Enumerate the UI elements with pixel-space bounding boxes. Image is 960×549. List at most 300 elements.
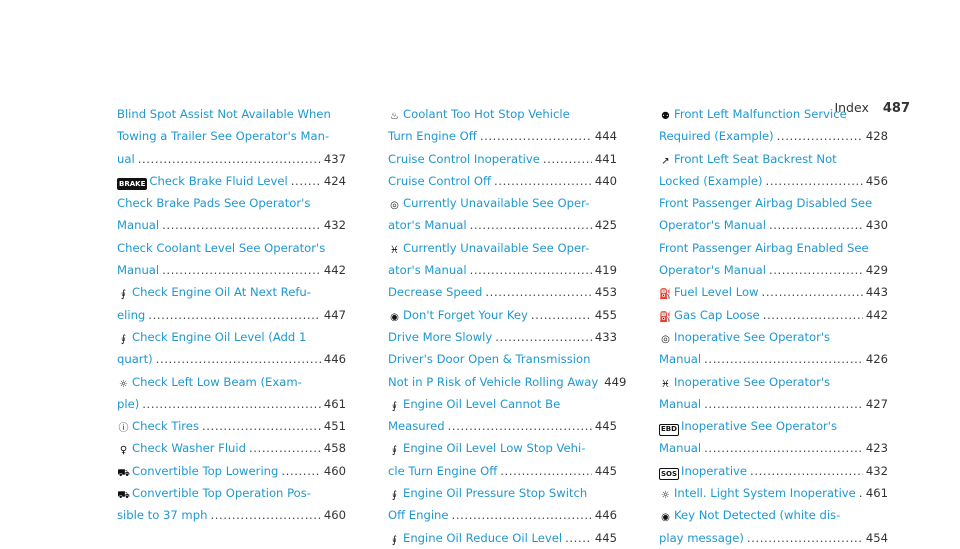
entry-label: Front Passenger Airbag Enabled See xyxy=(659,240,869,255)
page-reference: 445 xyxy=(594,530,617,545)
entry-label: ator's Manual xyxy=(388,263,467,278)
entry-line xyxy=(659,192,888,214)
entry-line xyxy=(659,504,888,526)
entry-line xyxy=(388,415,617,437)
entry-text xyxy=(659,348,701,370)
oil-can-icon: ⨚ xyxy=(391,400,398,412)
leader-dots xyxy=(543,148,592,170)
entry-text xyxy=(117,125,329,147)
leader-dots xyxy=(281,460,320,482)
entry-label: Inoperative See Operator's xyxy=(680,419,838,434)
entry-text xyxy=(388,304,528,326)
page-reference: 447 xyxy=(323,307,346,322)
index-entry[interactable] xyxy=(659,103,888,148)
leader-dots xyxy=(156,348,321,370)
entry-line xyxy=(117,148,346,170)
entry-text xyxy=(659,148,837,170)
entry-text xyxy=(117,237,325,259)
entry-text xyxy=(117,281,311,303)
page-reference: 446 xyxy=(323,352,346,367)
leader-dots xyxy=(485,281,591,303)
index-entry[interactable] xyxy=(388,170,617,192)
entry-text xyxy=(388,170,491,192)
index-entry[interactable] xyxy=(659,415,888,460)
entry-label: Gas Cap Loose xyxy=(674,307,760,322)
entry-label: Inoperative See Operator's xyxy=(674,374,831,389)
entry-text xyxy=(388,460,497,482)
entry-label: Coolant Too Hot Stop Vehicle xyxy=(403,107,570,121)
entry-text xyxy=(388,281,482,303)
airbag-icon: ⚉ xyxy=(661,111,670,122)
entry-line xyxy=(659,214,888,236)
leader-dots xyxy=(162,259,321,281)
entry-line xyxy=(659,527,888,549)
entry-label: Not in P Risk of Vehicle Rolling Away xyxy=(388,374,599,389)
entry-label: Don't Forget Your Key xyxy=(403,307,528,322)
entry-label: Drive More Slowly xyxy=(388,329,493,344)
seat-icon: ♓ xyxy=(661,378,670,390)
page-reference: 445 xyxy=(594,419,617,434)
entry-label: Engine Oil Reduce Oil Level xyxy=(403,530,563,545)
entry-label: Cruise Control Inoperative xyxy=(388,151,540,166)
entry-label: Off Engine xyxy=(388,508,449,523)
entry-text xyxy=(388,214,467,236)
entry-line xyxy=(659,482,888,504)
leader-dots xyxy=(291,170,321,192)
leader-dots xyxy=(500,460,592,482)
entry-label: Required (Example) xyxy=(659,129,774,144)
entry-line xyxy=(388,371,627,393)
entry-text xyxy=(117,460,278,482)
entry-text xyxy=(388,326,492,348)
entry-text xyxy=(659,125,774,147)
index-entry[interactable] xyxy=(659,281,888,303)
entry-line xyxy=(659,170,888,192)
entry-label: Decrease Speed xyxy=(388,285,483,300)
steering-wheel-icon: ◎ xyxy=(661,333,670,345)
leader-dots xyxy=(769,214,863,236)
entry-label: ator's Manual xyxy=(388,218,467,233)
page-reference: 454 xyxy=(865,530,888,545)
page-reference: 445 xyxy=(594,463,617,478)
entry-label: Manual xyxy=(659,396,702,411)
leader-dots xyxy=(495,326,592,348)
entry-text xyxy=(388,192,589,214)
page-reference: 449 xyxy=(604,374,627,389)
entry-text xyxy=(117,504,207,526)
index-entry[interactable] xyxy=(388,437,617,482)
entry-label: Manual xyxy=(117,263,160,278)
entry-line xyxy=(388,326,617,348)
entry-text xyxy=(117,148,135,170)
tire-pressure-icon: ⓘ xyxy=(118,423,129,435)
leader-dots xyxy=(777,125,863,147)
entry-line xyxy=(388,482,617,504)
entry-text xyxy=(388,348,590,370)
entry-label: Check Brake Fluid Level xyxy=(149,173,288,188)
entry-label: Manual xyxy=(117,218,160,233)
oil-can-icon: ⨚ xyxy=(391,445,398,457)
entry-line xyxy=(117,482,346,504)
entry-line xyxy=(117,125,346,147)
entry-line xyxy=(117,437,346,459)
entry-line xyxy=(659,304,888,326)
entry-text xyxy=(388,148,540,170)
entry-line xyxy=(388,348,617,370)
index-entry[interactable] xyxy=(659,192,888,237)
ebd-icon: EBD xyxy=(659,424,679,436)
leader-dots xyxy=(452,504,592,526)
entry-label: Key Not Detected (white dis- xyxy=(674,508,841,523)
entry-label: Measured xyxy=(388,419,445,434)
entry-line xyxy=(388,103,617,125)
entry-line xyxy=(117,304,346,326)
page-reference: 443 xyxy=(865,285,888,300)
index-entry[interactable] xyxy=(659,504,888,549)
entry-line xyxy=(117,259,346,281)
entry-label: Front Left Seat Backrest Not xyxy=(674,151,837,166)
page-reference: 423 xyxy=(865,441,888,456)
entry-text xyxy=(659,371,830,393)
entry-text xyxy=(117,348,153,370)
index-entry[interactable] xyxy=(388,348,627,393)
entry-line xyxy=(659,437,888,459)
oil-can-icon: ⨚ xyxy=(391,490,398,502)
entry-line xyxy=(388,192,617,214)
coolant-temperature-icon: ♨ xyxy=(390,111,399,122)
entry-line xyxy=(117,170,346,192)
leader-dots xyxy=(704,437,863,459)
entry-text xyxy=(388,504,449,526)
leader-dots xyxy=(747,527,863,549)
entry-text xyxy=(388,259,467,281)
leader-dots xyxy=(448,415,592,437)
entry-text xyxy=(117,437,246,459)
entry-label: Currently Unavailable See Oper- xyxy=(403,240,590,255)
entry-line xyxy=(388,170,617,192)
entry-text xyxy=(659,214,766,236)
page-reference: 430 xyxy=(865,218,888,233)
index-entry[interactable] xyxy=(388,148,617,170)
index-entry[interactable] xyxy=(659,326,888,371)
page-reference: 432 xyxy=(865,463,888,478)
entry-label: play message) xyxy=(659,530,744,545)
entry-line xyxy=(388,393,617,415)
index-entry[interactable] xyxy=(117,237,346,282)
entry-line xyxy=(117,348,346,370)
index-entry[interactable] xyxy=(117,103,346,170)
index-entry[interactable] xyxy=(117,281,346,326)
key-icon: ◉ xyxy=(390,311,399,323)
entry-label: Inoperative xyxy=(681,463,748,478)
page-reference: 440 xyxy=(594,173,617,188)
index-entry[interactable] xyxy=(117,326,346,371)
steering-wheel-icon: ◎ xyxy=(390,200,399,212)
entry-line xyxy=(388,125,617,147)
entry-label: Check Tires xyxy=(132,419,199,434)
fuel-pump-icon: ⛽ xyxy=(659,289,672,301)
entry-text xyxy=(659,237,869,259)
entry-label: Front Passenger Airbag Disabled See xyxy=(659,196,873,211)
entry-label: Check Engine Oil At Next Refu- xyxy=(132,285,311,300)
entry-text xyxy=(659,281,759,303)
entry-text xyxy=(659,304,760,326)
index-entry[interactable] xyxy=(388,237,617,282)
entry-label: Engine Oil Level Cannot Be xyxy=(403,396,561,411)
entry-label: sible to 37 mph xyxy=(117,508,208,523)
index-entry[interactable] xyxy=(388,304,617,326)
index-entry[interactable] xyxy=(117,192,346,237)
leader-dots xyxy=(480,125,592,147)
entry-text xyxy=(388,482,587,504)
entry-text xyxy=(388,527,562,549)
index-column-1 xyxy=(117,103,346,527)
index-entry[interactable] xyxy=(117,371,346,416)
page-reference: 441 xyxy=(594,151,617,166)
entry-label: Convertible Top Operation Pos- xyxy=(132,486,311,501)
entry-label: Engine Oil Level Low Stop Vehi- xyxy=(403,441,586,456)
leader-dots xyxy=(138,148,321,170)
leader-dots xyxy=(470,259,592,281)
entry-text xyxy=(388,103,570,125)
entry-line xyxy=(659,415,888,437)
oil-can-icon: ⨚ xyxy=(120,333,127,345)
entry-text xyxy=(117,103,331,125)
entry-text xyxy=(117,371,302,393)
entry-line xyxy=(117,214,346,236)
entry-text xyxy=(388,393,560,415)
entry-line xyxy=(659,259,888,281)
page-reference: 460 xyxy=(323,508,346,523)
entry-text xyxy=(659,527,744,549)
entry-text xyxy=(659,103,847,125)
entry-text xyxy=(659,393,701,415)
entry-label: Convertible Top Lowering xyxy=(132,463,279,478)
index-entry[interactable] xyxy=(388,326,617,348)
page-reference: 460 xyxy=(323,463,346,478)
index-entry[interactable] xyxy=(388,192,617,237)
index-entry[interactable] xyxy=(388,482,617,527)
page-reference: 455 xyxy=(594,307,617,322)
page-reference: 428 xyxy=(865,129,888,144)
entry-line xyxy=(117,103,346,125)
entry-text xyxy=(117,192,310,214)
entry-line xyxy=(659,348,888,370)
index-entry[interactable] xyxy=(659,460,888,482)
entry-line xyxy=(117,371,346,393)
page-reference: 426 xyxy=(865,352,888,367)
page-reference: 425 xyxy=(594,218,617,233)
entry-text xyxy=(117,415,199,437)
entry-label: cle Turn Engine Off xyxy=(388,463,498,478)
index-entry[interactable] xyxy=(117,415,346,437)
leader-dots xyxy=(202,415,321,437)
entry-line xyxy=(659,148,888,170)
entry-label: Check Brake Pads See Operator's xyxy=(117,196,311,211)
index-entry[interactable] xyxy=(117,437,346,459)
index-entry[interactable] xyxy=(388,281,617,303)
light-bulb-icon: ☼ xyxy=(119,378,128,390)
leader-dots xyxy=(704,348,863,370)
entry-line xyxy=(659,281,888,303)
leader-dots xyxy=(210,504,320,526)
entry-line xyxy=(659,393,888,415)
entry-line xyxy=(659,371,888,393)
entry-text xyxy=(388,437,585,459)
entry-text xyxy=(659,259,766,281)
convertible-icon: ⛟ xyxy=(117,467,130,479)
entry-line xyxy=(659,237,888,259)
fuel-pump-icon: ⛽ xyxy=(659,311,672,323)
entry-line xyxy=(117,281,346,303)
index-entry[interactable] xyxy=(659,482,888,504)
entry-line xyxy=(659,460,888,482)
leader-dots xyxy=(704,393,863,415)
entry-line xyxy=(117,393,346,415)
entry-line xyxy=(388,460,617,482)
entry-text xyxy=(117,170,288,192)
entry-text xyxy=(117,393,139,415)
entry-line xyxy=(388,437,617,459)
entry-line xyxy=(117,504,346,526)
entry-text xyxy=(659,170,763,192)
leader-dots xyxy=(763,304,863,326)
page-reference: 444 xyxy=(594,129,617,144)
entry-line xyxy=(388,504,617,526)
index-entry[interactable] xyxy=(659,148,888,193)
page-reference: 442 xyxy=(323,263,346,278)
entry-line xyxy=(388,304,617,326)
index-entry[interactable] xyxy=(659,304,888,326)
index-entry[interactable] xyxy=(388,103,617,148)
page-reference: 451 xyxy=(323,419,346,434)
entry-text xyxy=(659,437,701,459)
entry-label: Check Left Low Beam (Exam- xyxy=(132,374,302,389)
index-column-2 xyxy=(388,103,627,549)
entry-line xyxy=(659,103,888,125)
entry-label: Check Engine Oil Level (Add 1 xyxy=(132,329,307,344)
entry-line xyxy=(388,259,617,281)
entry-label: Engine Oil Pressure Stop Switch xyxy=(403,486,588,501)
seat-backrest-icon: ↗ xyxy=(661,155,670,167)
entry-text xyxy=(117,259,159,281)
entry-label: Towing a Trailer See Operator's Man- xyxy=(117,129,330,144)
index-entry[interactable] xyxy=(388,527,617,549)
page-reference: 427 xyxy=(865,396,888,411)
leader-dots xyxy=(494,170,592,192)
entry-line xyxy=(117,237,346,259)
entry-text xyxy=(117,482,311,504)
light-bulb-icon: ☼ xyxy=(661,490,670,502)
index-entry[interactable] xyxy=(659,371,888,416)
index-entry[interactable] xyxy=(659,237,888,282)
convertible-icon: ⛟ xyxy=(117,490,130,502)
leader-dots xyxy=(162,214,321,236)
leader-dots xyxy=(148,304,321,326)
entry-label: Front Left Malfunction Service xyxy=(674,107,847,121)
entry-label: Check Coolant Level See Operator's xyxy=(117,240,326,255)
entry-line xyxy=(659,326,888,348)
entry-label: quart) xyxy=(117,352,153,367)
index-label: Index xyxy=(834,100,869,115)
sos-icon: SOS xyxy=(659,468,679,480)
entry-text xyxy=(117,326,306,348)
leader-dots xyxy=(859,482,863,504)
entry-label: Fuel Level Low xyxy=(674,285,759,300)
entry-text xyxy=(659,326,830,348)
page-reference: 419 xyxy=(594,263,617,278)
entry-text xyxy=(388,237,589,259)
leader-dots xyxy=(565,527,592,549)
page-reference: 433 xyxy=(594,329,617,344)
entry-label: Operator's Manual xyxy=(659,218,766,233)
entry-label: Manual xyxy=(659,441,702,456)
page-reference: 458 xyxy=(323,441,346,456)
entry-line xyxy=(117,326,346,348)
entry-text xyxy=(659,415,837,437)
entry-text xyxy=(117,214,159,236)
index-entry[interactable] xyxy=(117,170,346,192)
entry-label: Cruise Control Off xyxy=(388,173,491,188)
entry-text xyxy=(388,371,598,393)
entry-label: Turn Engine Off xyxy=(388,129,477,144)
entry-line xyxy=(117,192,346,214)
entry-label: Locked (Example) xyxy=(659,173,763,188)
leader-dots xyxy=(142,393,321,415)
leader-dots xyxy=(249,437,321,459)
entry-label: ple) xyxy=(117,396,140,411)
seat-icon: ♓ xyxy=(390,244,399,256)
index-entry[interactable] xyxy=(117,460,346,482)
leader-dots xyxy=(750,460,863,482)
leader-dots xyxy=(470,214,592,236)
entry-line xyxy=(388,214,617,236)
entry-label: Check Washer Fluid xyxy=(132,441,246,456)
page-reference: 442 xyxy=(865,307,888,322)
page-reference: 446 xyxy=(594,508,617,523)
entry-text xyxy=(388,125,477,147)
entry-text xyxy=(659,482,856,504)
entry-line xyxy=(117,415,346,437)
entry-text xyxy=(659,460,747,482)
oil-can-icon: ⨚ xyxy=(391,534,398,546)
entry-line xyxy=(388,527,617,549)
entry-line xyxy=(388,281,617,303)
leader-dots xyxy=(766,170,863,192)
entry-line xyxy=(388,237,617,259)
entry-text xyxy=(659,504,840,526)
entry-line xyxy=(659,125,888,147)
entry-label: Blind Spot Assist Not Available When xyxy=(117,107,331,121)
brake-warning-icon: BRAKE xyxy=(117,178,147,190)
index-entry[interactable] xyxy=(388,393,617,438)
entry-text xyxy=(659,192,872,214)
entry-label: Inoperative See Operator's xyxy=(674,329,831,344)
entry-label: Operator's Manual xyxy=(659,263,766,278)
page-reference: 424 xyxy=(323,173,346,188)
entry-label: Driver's Door Open & Transmission xyxy=(388,352,591,367)
index-entry[interactable] xyxy=(117,482,346,527)
index-column-3 xyxy=(659,103,888,549)
page-number: 487 xyxy=(882,101,910,116)
entry-text xyxy=(388,415,445,437)
page-reference: 461 xyxy=(323,396,346,411)
entry-label: Currently Unavailable See Oper- xyxy=(403,196,590,211)
key-icon: ◉ xyxy=(661,512,670,524)
entry-line xyxy=(117,460,346,482)
page-reference: 432 xyxy=(323,218,346,233)
page-reference: 429 xyxy=(865,263,888,278)
